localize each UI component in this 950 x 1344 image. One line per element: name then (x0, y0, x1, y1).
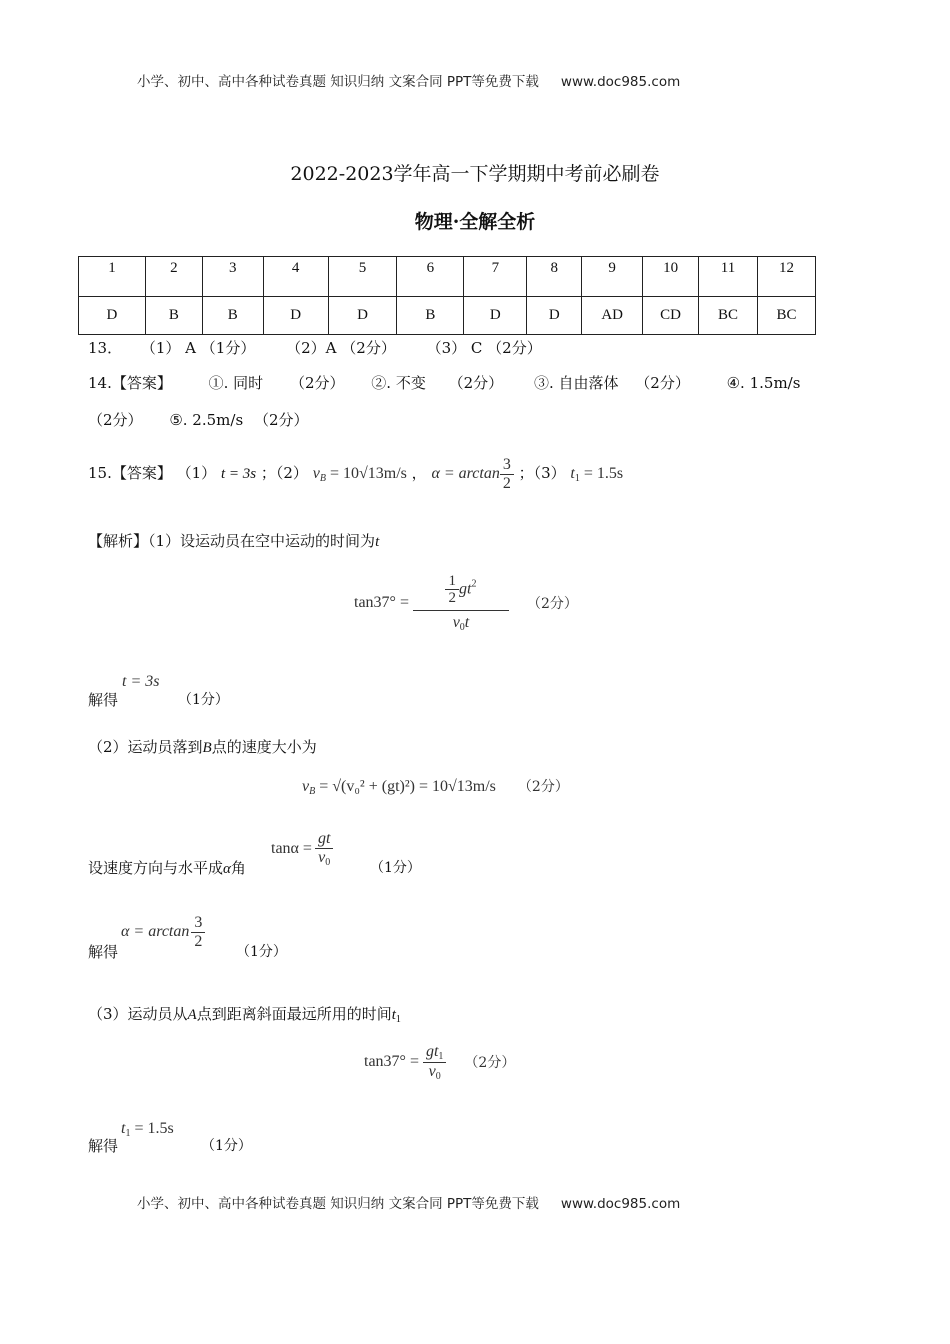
eq3-points: （1分） (370, 860, 421, 876)
analysis-part2-text-a: （2）运动员落到 (88, 738, 203, 756)
q14-score-3: （2分） (635, 374, 690, 392)
result-1-eq: t = 3s (122, 673, 160, 690)
analysis-part3-t-sub: 1 (395, 1014, 401, 1025)
eq1-points: （2分） (526, 595, 578, 612)
table-cell-number: 10 (643, 257, 699, 297)
equation-2: $v_B = √(v_0^2 + (gt)^2) = 10√13m/s$ （2分） (302, 778, 569, 797)
q15-vb-answer: $v_B = 10√13m/s$ (312, 465, 407, 484)
q15-answer-line (88, 448, 623, 498)
q13-label: 13． (88, 339, 123, 357)
answer-table (78, 256, 816, 335)
answer-table-number-row (79, 257, 816, 297)
equation-1 (354, 565, 578, 640)
table-cell-number: 3 (202, 257, 263, 297)
table-cell-number: 7 (464, 257, 527, 297)
table-cell-number: 6 (397, 257, 464, 297)
equation-4: tan37° = $\frac{gt_1}{v_0}$ （2分） (364, 1042, 516, 1082)
q14-answer-4: ④. 1.5m/s (726, 374, 801, 392)
q15-sep1: ；（2） (260, 464, 308, 482)
q13-line (88, 337, 542, 358)
q15-alpha-answer: α = arctan $\frac{3}{2}$ (431, 465, 513, 482)
table-cell-number: 5 (328, 257, 397, 297)
table-cell-number: 4 (263, 257, 328, 297)
table-cell-number: 2 (145, 257, 202, 297)
analysis-part3-text-b: 点到距离斜面最远所用的时间 (196, 1005, 392, 1023)
direction-text: 设速度方向与水平成α角 (88, 859, 246, 877)
table-cell-answer: BC (757, 297, 815, 335)
analysis-part2-intro (88, 736, 317, 757)
eq2-points: （2分） (517, 779, 569, 795)
q14-line (88, 372, 800, 393)
footer-site-link[interactable]: www.doc985.com (560, 1196, 681, 1212)
footer-banner (137, 1192, 680, 1212)
table-cell-answer: D (263, 297, 328, 335)
header-banner (137, 70, 680, 90)
q14-label: 14.【答案】 (88, 374, 172, 392)
q13-part1: （1） A （1分） (140, 339, 256, 357)
equation-3: tanα = $\frac{gt}{v_0}$ (271, 830, 333, 868)
table-cell-answer: D (527, 297, 582, 335)
table-cell-answer: BC (699, 297, 758, 335)
analysis-part1-text: （1）设运动员在空中运动的时间为 (148, 532, 376, 550)
result-2-eq: α = arctan $\frac{3}{2}$ (121, 914, 205, 950)
result-3-label: 解得 (88, 1137, 119, 1155)
header-text: 小学、初中、高中各种试卷真题 知识归纳 文案合同 PPT等免费下载 (137, 74, 539, 90)
analysis-part2-var: B (202, 740, 212, 756)
q13-part3: （3） C （2分） (426, 339, 542, 357)
q13-part2: （2）A （2分） (286, 339, 396, 357)
q14-answer-2: ②. 不变 (371, 374, 426, 392)
analysis-part3-intro (88, 1003, 401, 1025)
table-cell-number: 1 (79, 257, 146, 297)
header-site-link[interactable]: www.doc985.com (560, 74, 681, 90)
table-cell-answer: CD (643, 297, 699, 335)
analysis-part1-intro (88, 530, 379, 551)
table-cell-answer: D (464, 297, 527, 335)
result-3-points: （1分） (201, 1138, 252, 1154)
page-title: 2022-2023学年高一下学期期中考前必刷卷 (290, 163, 660, 185)
q14-score-5: （2分） (253, 411, 309, 429)
result-2-label: 解得 (88, 943, 119, 961)
table-cell-number: 12 (757, 257, 815, 297)
answer-table-answer-row (79, 297, 816, 335)
analysis-part1-var: t (375, 534, 380, 550)
q14-answer-5: ⑤. 2.5m/s (169, 411, 244, 429)
q15-comma: ， (411, 464, 427, 482)
table-cell-answer: B (145, 297, 202, 335)
page-subtitle: 物理·全解全析 (414, 211, 536, 233)
table-cell-answer: D (328, 297, 397, 335)
q15-part1-label: （1） (176, 464, 217, 482)
q14-line-2 (88, 409, 308, 430)
analysis-label: 【解析】 (88, 532, 149, 550)
q14-score-1: （2分） (289, 374, 345, 392)
table-cell-answer: AD (582, 297, 643, 335)
analysis-part3-text-a: （3）运动员从 (88, 1005, 188, 1023)
result-2-points: （1分） (236, 944, 287, 960)
result-1-label: 解得 (88, 691, 119, 709)
q14-answer-1: ①. 同时 (208, 374, 264, 392)
eq4-points: （2分） (464, 1055, 516, 1071)
table-cell-answer: B (397, 297, 464, 335)
analysis-part3-var: A (187, 1007, 197, 1023)
analysis-part3-t: t (391, 1007, 396, 1023)
q15-t1-answer: $t_1 = 1.5s$ (570, 465, 624, 484)
table-cell-answer: B (202, 297, 263, 335)
eq1-fraction: $\frac{1}{2}$ $gt^2$ $v_0t$ (413, 573, 509, 633)
eq2-rhs: = √(v₀² + (gt)²) = 10√13m/s (319, 778, 496, 795)
q15-label: 15.【答案】 (88, 464, 172, 482)
table-cell-number: 9 (582, 257, 643, 297)
q15-sep2: ；（3） (518, 464, 566, 482)
q14-score-4: （2分） (88, 411, 143, 429)
eq1-lhs: tan37° = (354, 593, 409, 611)
q15-t-answer: t = 3s (220, 466, 257, 482)
result-3-eq: $t_1 = 1.5s$ (121, 1120, 174, 1139)
q14-score-2: （2分） (448, 374, 504, 392)
analysis-part2-text-b: 点的速度大小为 (211, 738, 317, 756)
result-1-points: （1分） (178, 692, 229, 708)
table-cell-number: 11 (699, 257, 758, 297)
table-cell-answer: D (79, 297, 146, 335)
q14-answer-3: ③. 自由落体 (533, 374, 619, 392)
footer-text: 小学、初中、高中各种试卷真题 知识归纳 文案合同 PPT等免费下载 (137, 1196, 539, 1212)
table-cell-number: 8 (527, 257, 582, 297)
